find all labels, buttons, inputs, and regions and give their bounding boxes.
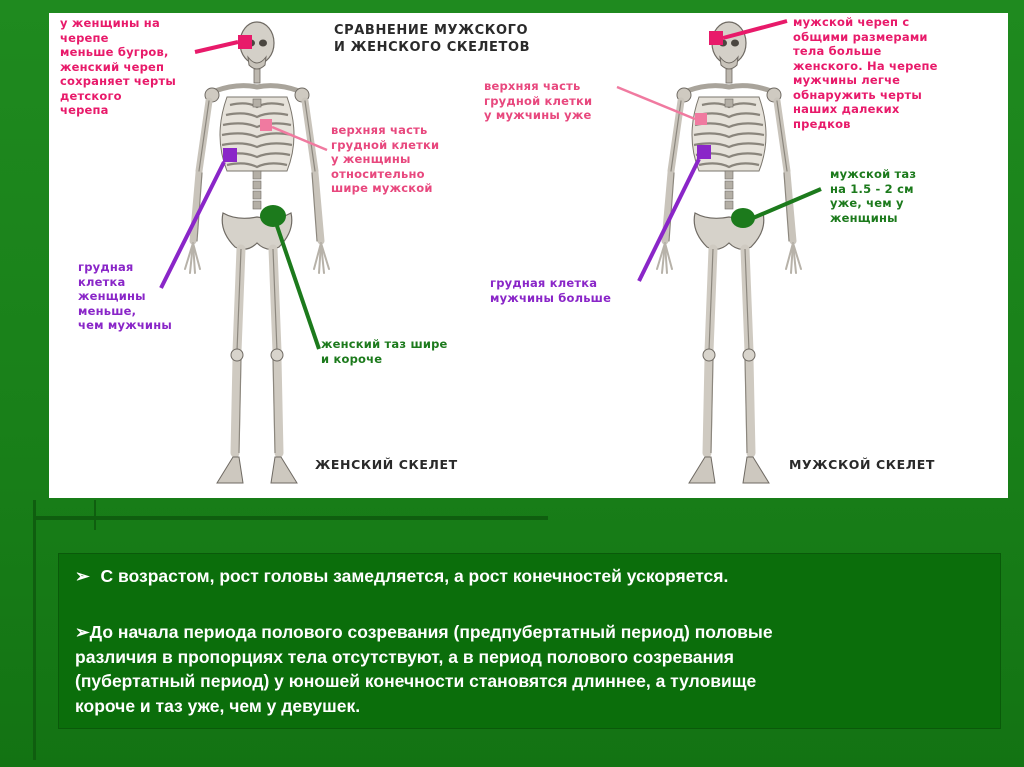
female-pelvis-marker <box>260 205 286 227</box>
bullet-arrow-icon: ➢ <box>75 566 90 586</box>
text-panel <box>59 554 1000 728</box>
male-chest-note: грудная клетка мужчины больше <box>490 276 612 305</box>
female-skull-leader <box>195 42 238 52</box>
paragraph-2-line-4: короче и таз уже, чем у девушек. <box>75 695 361 716</box>
skeleton-comparison-figure <box>49 13 1008 498</box>
bullet-arrow-icon: ➢ <box>75 622 90 642</box>
female-chest-note: грудная клетка женщины меньше, чем мужчины <box>78 260 172 332</box>
male-pelvis-marker <box>731 208 755 228</box>
male-chest-marker <box>697 145 711 159</box>
male-skull-marker <box>709 31 723 45</box>
female-skull-note: у женщины на черепе меньше бугров, женский череп сохраняет черты детского черепа <box>60 16 176 117</box>
female-pelvis-note: женский таз шире и короче <box>321 337 448 366</box>
paragraph-2-line-2: различия в пропорциях тела отсутствуют, а в период полового созревания <box>75 646 735 667</box>
bullet-1 <box>75 564 728 589</box>
female-upper-chest-note: верхняя часть грудной клетки у женщины относительно шире мужской <box>331 123 440 195</box>
decor-line-vertical <box>33 500 36 760</box>
female-upper-chest-marker <box>260 119 272 131</box>
female-skull-marker <box>238 35 252 49</box>
male-pelvis-note: мужской таз на 1.5 - 2 см уже, чем у женщины <box>830 167 917 225</box>
paragraph-2-line-1: До начала периода полового созревания (предпубертатный период) половые <box>89 622 773 642</box>
female-pelvis-leader <box>277 226 319 349</box>
female-chest-marker <box>223 148 237 162</box>
male-skull-note: мужской череп с общими размерами тела больше женского. На черепе мужчины легче обнаружить черты наших далеких предков <box>793 15 938 131</box>
paragraph-2-line-3: (пубертатный период) у юношей конечности становятся длиннее, а туловище <box>75 671 757 691</box>
male-skeleton <box>657 22 801 483</box>
male-upper-chest-note: верхняя часть грудной клетки у мужчины уже <box>484 79 593 122</box>
female-skeleton <box>185 22 329 483</box>
paragraph-1: С возрастом, рост головы замедляется, а рост конечностей ускоряется. <box>100 566 729 586</box>
male-upper-chest-marker <box>695 113 707 125</box>
male-skeleton-caption: МУЖСКОЙ СКЕЛЕТ <box>789 457 935 472</box>
female-skeleton-caption: ЖЕНСКИЙ СКЕЛЕТ <box>315 457 458 472</box>
figure-title: СРАВНЕНИЕ МУЖСКОГО И ЖЕНСКОГО СКЕЛЕТОВ <box>334 23 531 55</box>
decor-line-vertical-short <box>94 500 96 530</box>
bullet-2 <box>75 620 773 718</box>
decor-line-horizontal <box>33 516 548 520</box>
